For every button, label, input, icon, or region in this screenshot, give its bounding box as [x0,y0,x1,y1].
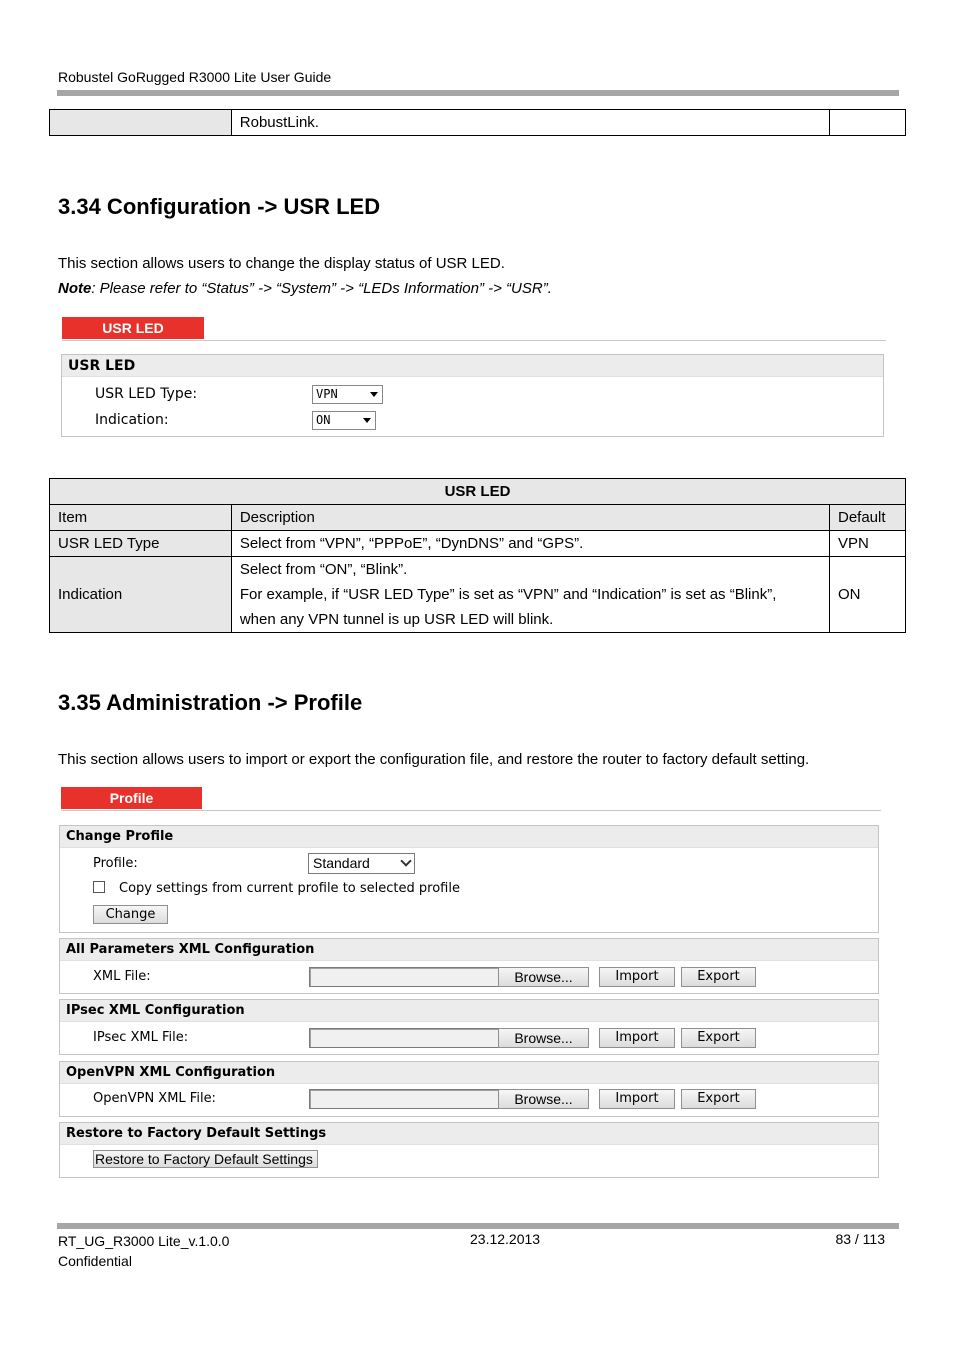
usr-led-table [49,478,906,633]
footer-rule [57,1223,899,1229]
table-row [50,557,906,633]
indication-select[interactable] [312,411,376,430]
document-header-title: Robustel GoRugged R3000 Lite User Guide [58,69,332,85]
import-button[interactable]: Import [599,1089,675,1109]
table-cell [50,110,232,136]
ipsec-file-label: IPsec XML File: [93,1030,189,1045]
indication-label: Indication: [95,412,169,428]
table-title: USR LED [50,479,906,505]
tab-profile[interactable]: Profile [61,787,202,809]
browse-button[interactable]: Browse... [498,1028,589,1048]
xml-file-label: XML File: [93,969,151,984]
footer-date: 23.12.2013 [470,1231,541,1247]
panel-title: Change Profile [60,826,878,848]
copy-settings-checkbox[interactable] [93,881,105,893]
dropdown-arrow-icon [363,418,371,423]
desc-line: Select from “ON”, “Blink”. [239,561,408,578]
profile-label: Profile: [93,856,138,871]
browse-button[interactable]: Browse... [498,967,589,987]
export-button[interactable]: Export [681,967,756,987]
desc-line: For example, if “USR LED Type” is set as “VPN” and “Indication” is set as “Blink”, [239,586,777,603]
note-line [58,280,552,297]
indication-value: ON [316,413,331,427]
usr-led-type-value: VPN [316,387,338,401]
copy-settings-label: Copy settings from current profile to selected profile [119,881,460,896]
table-cell: ON [830,557,906,633]
table-cell: RobustLink. [231,110,829,136]
section-heading-profile: 3.35 Administration -> Profile [58,690,363,715]
change-profile-panel [59,825,879,933]
table-header: Default [830,505,906,531]
xml-file-input[interactable] [309,967,498,987]
import-button[interactable]: Import [599,1028,675,1048]
continued-table [49,109,906,136]
openvpn-file-input[interactable] [309,1089,498,1109]
table-header: Item [50,505,232,531]
profile-value: Standard [313,855,370,871]
chevron-down-icon [400,855,411,866]
panel-title: All Parameters XML Configuration [60,939,878,961]
footer-confidential: Confidential [58,1253,132,1269]
desc-line: when any VPN tunnel is up USR LED will blink. [239,611,554,628]
browse-button[interactable]: Browse... [498,1089,589,1109]
section-heading-usr-led: 3.34 Configuration -> USR LED [58,194,381,219]
profile-tabbar [61,787,881,811]
dropdown-arrow-icon [370,392,378,397]
table-cell [830,110,906,136]
change-button[interactable]: Change [93,905,168,924]
panel-title: Restore to Factory Default Settings [60,1123,878,1145]
footer-doc-id: RT_UG_R3000 Lite_v.1.0.0 [58,1233,230,1249]
section-intro: This section allows users to import or export the configuration file, and restore the router to factory default setting. [58,751,810,768]
export-button[interactable]: Export [681,1028,756,1048]
panel-title: IPsec XML Configuration [60,1000,878,1022]
usr-led-tabbar [62,317,886,341]
ipsec-file-input[interactable] [309,1028,498,1048]
table-header: Description [231,505,829,531]
table-cell [231,557,829,633]
table-cell: VPN [830,531,906,557]
panel-title: OpenVPN XML Configuration [60,1062,878,1084]
table-cell: USR LED Type [50,531,232,557]
footer-page-number: 83 / 113 [835,1231,885,1247]
header-rule [57,90,899,96]
usr-led-type-label: USR LED Type: [95,386,198,402]
table-cell: Indication [50,557,232,633]
note-label: Note [58,280,92,297]
note-text: : Please refer to “Status” -> “System” -> “LEDs Information” -> “USR”. [91,280,552,297]
tab-underline [62,340,886,341]
tab-underline [61,810,881,811]
restore-defaults-button[interactable]: Restore to Factory Default Settings [93,1150,318,1168]
usr-led-type-select[interactable] [312,385,383,404]
table-row [50,531,906,557]
table-cell: Select from “VPN”, “PPPoE”, “DynDNS” and “GPS”. [231,531,829,557]
export-button[interactable]: Export [681,1089,756,1109]
openvpn-file-label: OpenVPN XML File: [93,1091,216,1106]
section-intro: This section allows users to change the display status of USR LED. [58,255,505,272]
tab-usr-led[interactable]: USR LED [62,317,204,339]
import-button[interactable]: Import [599,967,675,987]
footer-left [58,1231,229,1271]
profile-select[interactable] [308,853,415,874]
panel-title: USR LED [62,355,883,377]
